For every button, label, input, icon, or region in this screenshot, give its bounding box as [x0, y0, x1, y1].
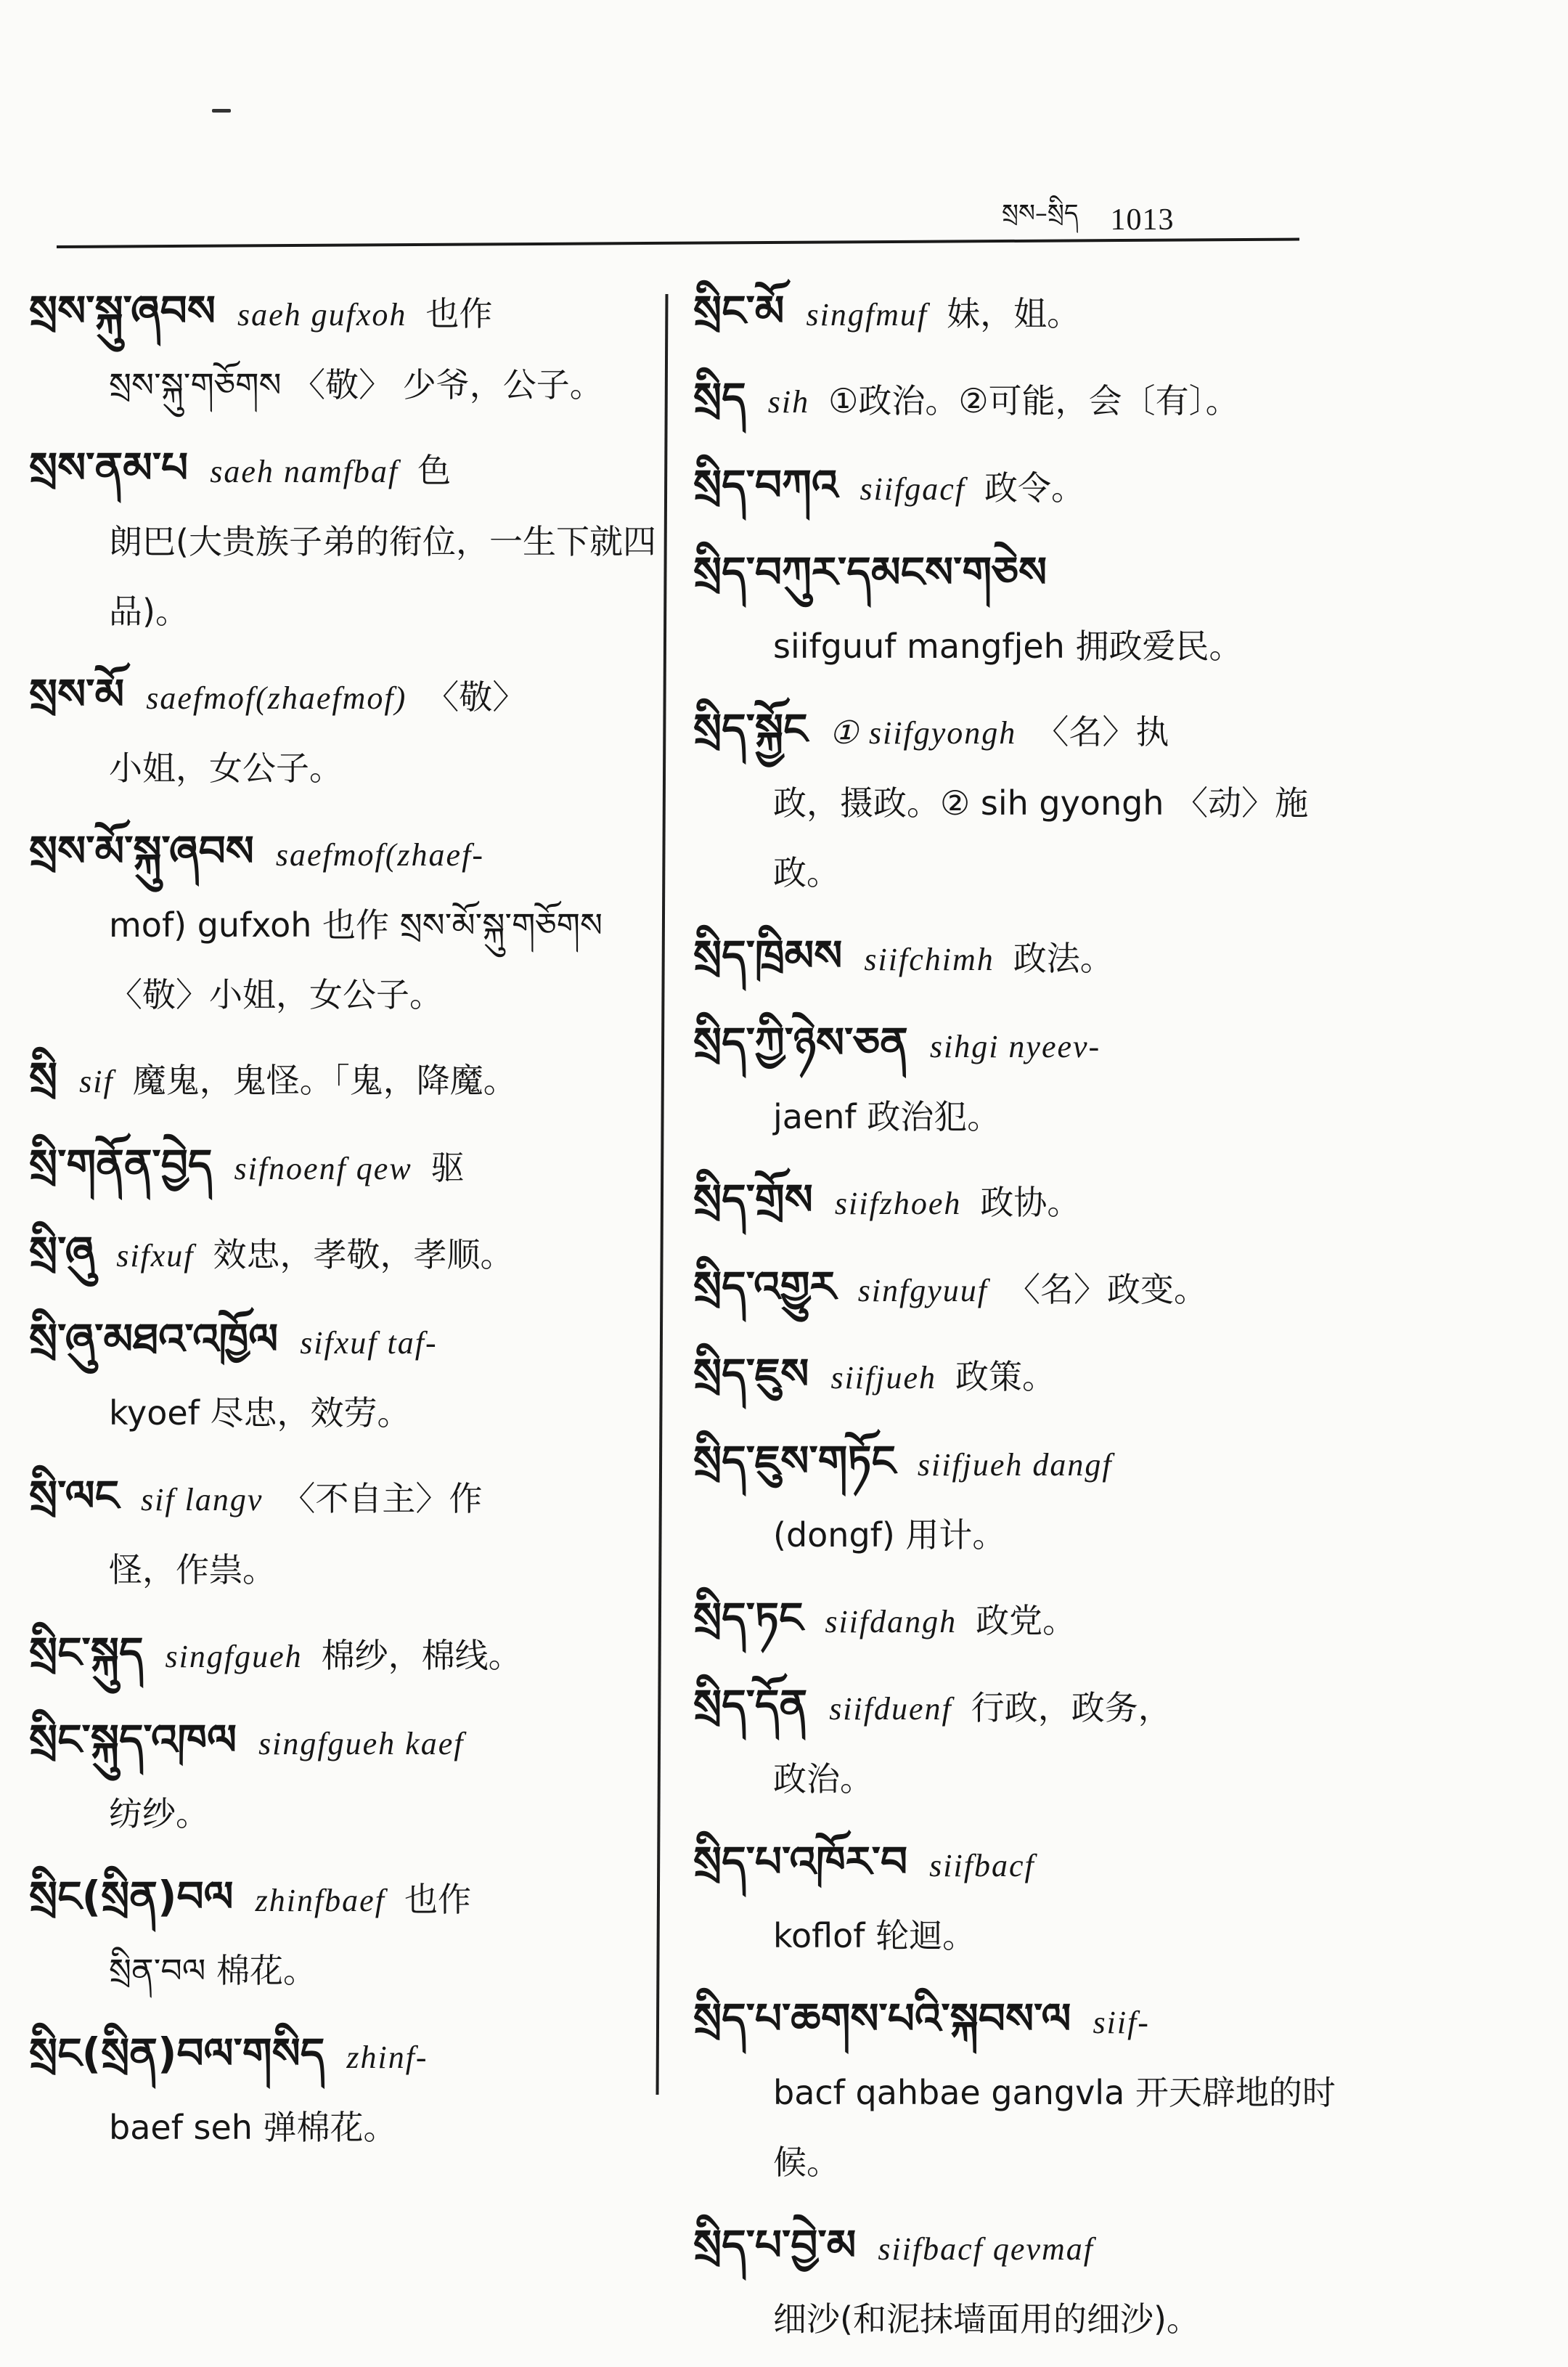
entry-romanization: sihgi nyeev- [929, 1029, 1101, 1064]
entry-romanization: saefmof(zhaefmof) [146, 680, 407, 716]
entry-definition: ①政治。②可能，会〔有〕。 [828, 381, 1239, 420]
entry-headword: སྲིད་ཇུས [693, 1349, 809, 1398]
entry-romanization: sif langv [141, 1482, 264, 1517]
right-column [693, 276, 1361, 2367]
entry-headword: སྲི [29, 1053, 58, 1102]
entry [693, 1339, 1361, 1413]
entry-romanization: saefmof(zhaef- [275, 837, 484, 873]
entry-continuation: bacf qahbae gangvla 开天辟地的时候。 [773, 2073, 1336, 2182]
entry-headword: སྲིང(སྲིན)བལ [29, 1872, 234, 1921]
entry-continuation: siifguuf mangfjeh 拥政爱民。 [773, 627, 1243, 666]
entry [29, 1130, 668, 1204]
entry [693, 276, 1361, 350]
entry [693, 921, 1361, 995]
entry-romanization: singfgueh kaef [258, 1726, 465, 1761]
entry-headword: སྲིད་འགྱུར [693, 1262, 836, 1311]
entry-continuation: 小姐，女公子。 [109, 749, 343, 788]
running-head-range: སྲས–སྲིད [1002, 199, 1079, 228]
entry-definition: 〈名〉政变。 [1007, 1270, 1208, 1309]
entry [693, 363, 1361, 437]
entry [693, 1426, 1361, 1570]
entry-headword: སྲིད་པ་བྱེ་མ [693, 2220, 857, 2270]
entry-romanization: sifnoenf qew [234, 1151, 412, 1186]
entry-romanization: siif- [1093, 2005, 1150, 2040]
entry-headword: སྲིང་སྐུད [29, 1628, 144, 1677]
entry [29, 1461, 668, 1605]
entry-headword: སྲི་ཞུ [29, 1227, 95, 1276]
entry-definition: 妹，姐。 [947, 294, 1081, 333]
entry-continuation: kyoef 尽忠，效劳。 [109, 1393, 411, 1433]
entry-romanization: sifxuf taf- [300, 1325, 438, 1361]
entry-headword: སྲི་གནོན་བྱེད [29, 1140, 213, 1189]
ink-speck [212, 109, 231, 113]
left-column [29, 276, 668, 2175]
entry-headword: སྲི་ལང [29, 1471, 120, 1520]
entry [693, 1670, 1361, 1814]
entry-definition: 驱 [430, 1148, 465, 1187]
entry-definition: 〈名〉执 [1035, 712, 1169, 751]
entry [29, 2018, 668, 2162]
entry-continuation: 细沙(和泥抹墙面用的细沙)。 [773, 2299, 1200, 2339]
entry [29, 1217, 668, 1291]
entry-continuation: 政治。 [773, 1759, 873, 1798]
entry-headword: སྲིད་པ་འཁོར་བ [693, 1837, 908, 1886]
entry-romanization: siifchimh [864, 942, 995, 977]
entry-romanization: siifzhoeh [834, 1186, 962, 1221]
entry-definition: 魔鬼，鬼怪。「鬼，降魔。 [132, 1061, 517, 1100]
entry [29, 1043, 668, 1117]
entry-definition: 政协。 [980, 1183, 1081, 1222]
entry-headword: སྲིང་མོ [693, 286, 785, 335]
entry-romanization: saeh namfbaf [210, 454, 399, 489]
entry-romanization: zhinf- [346, 2040, 428, 2075]
entry-definition: 政策。 [955, 1357, 1056, 1396]
entry-definition: 政令。 [984, 468, 1085, 508]
entry-headword: སྲིད་ཀྱི་ཉེས་ཅན [693, 1018, 908, 1067]
entry-continuation: jaenf 政治犯。 [773, 1097, 1001, 1136]
entry-continuation: (dongf) 用计。 [773, 1515, 1006, 1555]
entry-definition: 色 [417, 451, 452, 490]
entry-headword: སྲས་ནམ་པ [29, 443, 189, 492]
entry-romanization: siifjueh [830, 1360, 937, 1396]
entry-continuation: mof) gufxoh 也作 སྲས་མོ་སྐུ་གཅོགས 〈敬〉小姐，女公子。 [109, 905, 603, 1014]
entry [29, 1304, 668, 1448]
entry-romanization: saeh gufxoh [237, 297, 407, 333]
entry-headword: སྲིད་གྲོས [693, 1175, 813, 1224]
entry [29, 276, 668, 420]
entry-headword: སྲིད་བཀའ [693, 460, 838, 510]
entry-definition: 棉纱，棉线。 [321, 1636, 522, 1675]
entry-headword: སྲས་སྐུ་ཞབས [29, 286, 216, 335]
entry-romanization: zhinfbaef [255, 1883, 385, 1918]
entry-romanization: sif [79, 1064, 114, 1099]
entry-headword: སྲིད་ཁྲིམས [693, 931, 843, 980]
entry [29, 433, 668, 646]
entry-continuation: སྲས་སྐུ་གཅོགས 〈敬〉 少爷，公子。 [109, 365, 603, 404]
entry [693, 1984, 1361, 2197]
entry-romanization: sih [767, 384, 810, 420]
entry-headword: སྲས་མོ [29, 669, 125, 719]
entry-romanization: siifjueh dangf [917, 1447, 1113, 1483]
entry-romanization: siifduenf [829, 1691, 952, 1727]
entry-headword: སྲིད [693, 373, 746, 423]
entry-headword: སྲིང་སྐུད་འཁལ [29, 1715, 237, 1764]
entry [693, 1008, 1361, 1152]
entry [693, 694, 1361, 908]
entry-definition: 也作 [425, 294, 493, 333]
entry-headword: སྲིད་ཇུས་གཏོང [693, 1436, 896, 1486]
entry [29, 1862, 668, 2005]
entry [693, 1165, 1361, 1239]
entry-continuation: koflof 轮迴。 [773, 1916, 976, 1955]
entry [29, 1705, 668, 1849]
entry-headword: སྲིད་ཏང [693, 1593, 804, 1642]
entry-romanization: singfmuf [806, 297, 928, 333]
entry [693, 1583, 1361, 1657]
entry-romanization: ① siifgyongh [829, 715, 1017, 751]
entry-continuation: 朗巴(大贵族子弟的衔位，一生下就四品)。 [109, 522, 656, 631]
entry-continuation: baef seh 弹棉花。 [109, 2108, 397, 2147]
entry-continuation: 政，摄政。② sih gyongh 〈动〉施政。 [773, 783, 1309, 892]
entry-romanization: siifgacf [859, 471, 966, 507]
entry-definition: 政法。 [1013, 939, 1114, 978]
entry [29, 659, 668, 803]
entry-headword: སྲིད་སྐྱོང [693, 704, 808, 754]
entry [29, 816, 668, 1030]
entry-continuation: 怪，作祟。 [109, 1550, 276, 1589]
entry-headword: སྲས་མོ་སྐུ་ཞབས [29, 826, 254, 876]
entry-headword: སྲིད་པ་ཆགས་པའི་སྐབས་ལ [693, 1994, 1071, 2043]
entry [693, 1252, 1361, 1326]
entry-definition: 〈敬〉 [425, 677, 526, 717]
entry-definition: 也作 [404, 1880, 471, 1919]
entry-definition: 〈不自主〉作 [282, 1479, 483, 1518]
entry-continuation: སྲིན་བལ 棉花。 [109, 1951, 317, 1990]
entry-romanization: siifbacf qevmaf [878, 2231, 1094, 2267]
entry [29, 1618, 668, 1692]
entry [693, 1827, 1361, 1971]
entry [693, 537, 1361, 681]
entry-definition: 政党。 [976, 1601, 1077, 1640]
entry-romanization: singfgueh [165, 1639, 303, 1674]
entry-headword: སྲི་ཞུ་མཐའ་འཁྱོལ [29, 1314, 279, 1364]
page-number: 1013 [1110, 203, 1175, 237]
entry-headword: སྲིད་བཀུར་དམངས་གཅེས [693, 547, 1048, 597]
entry-headword: སྲིད་དོན [693, 1680, 808, 1730]
entry-romanization: siifbacf [929, 1848, 1035, 1883]
entry-definition: 效忠，孝敬，孝顺。 [213, 1235, 514, 1274]
entry-definition: 行政，政务， [971, 1688, 1172, 1727]
entry [693, 450, 1361, 524]
entry-continuation: 纺纱。 [109, 1794, 209, 1833]
entry [693, 2210, 1361, 2354]
entry-headword: སྲིང(སྲིན)བལ་གསིད [29, 2029, 325, 2078]
entry-romanization: sinfgyuuf [857, 1273, 989, 1308]
entry-romanization: sifxuf [116, 1238, 195, 1274]
entry-romanization: siifdangh [825, 1604, 957, 1639]
